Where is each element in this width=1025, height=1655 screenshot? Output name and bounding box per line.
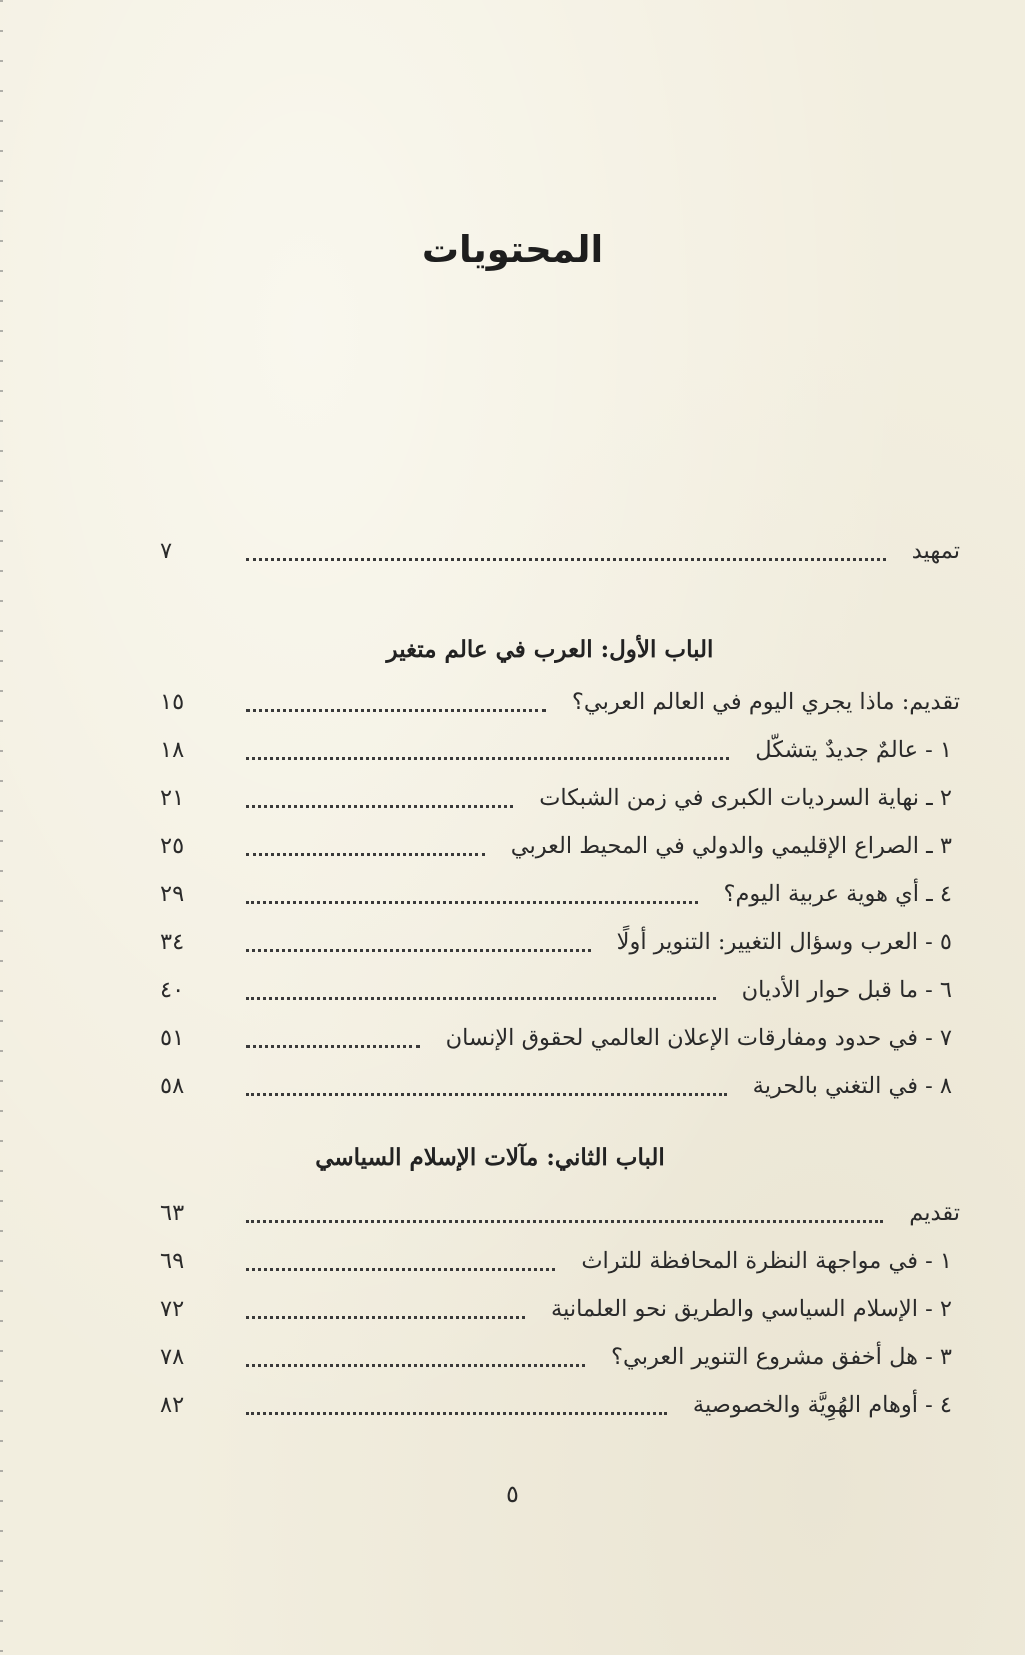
toc-page-number: ٧٨ <box>160 1344 185 1370</box>
toc-page-number: ١٨ <box>160 737 185 763</box>
dot-leader <box>246 1268 555 1271</box>
toc-entry-label: ٢ ـ نهاية السرديات الكبرى في زمن الشبكات <box>539 785 952 811</box>
dot-leader <box>246 1093 727 1096</box>
toc-page-number: ٢٥ <box>160 833 185 859</box>
toc-entry-label: تقديم <box>909 1200 960 1226</box>
section-heading-part1: الباب الأول: العرب في عالم متغير <box>386 636 714 663</box>
dot-leader <box>246 1220 883 1223</box>
toc-entry[interactable] <box>160 826 960 866</box>
dot-leader <box>246 949 591 952</box>
dot-leader <box>246 997 716 1000</box>
toc-entry[interactable] <box>160 778 960 818</box>
toc-entry-label: ٥ - العرب وسؤال التغيير: التنوير أولًا <box>616 929 952 955</box>
toc-entry[interactable] <box>160 1193 960 1233</box>
page-title: المحتويات <box>421 228 604 271</box>
toc-entry-label: ١ - في مواجهة النظرة المحافظة للتراث <box>581 1248 952 1274</box>
toc-page-number: ١٥ <box>160 689 185 715</box>
toc-page-number: ٧٢ <box>160 1296 185 1322</box>
toc-entry[interactable] <box>160 1066 960 1106</box>
toc-entry-label: ١ - عالمٌ جديدٌ يتشكّل <box>755 737 952 763</box>
dot-leader <box>246 757 729 760</box>
dot-leader <box>246 853 485 856</box>
toc-entry[interactable] <box>160 1385 960 1425</box>
toc-entry-intro[interactable] <box>160 531 960 571</box>
toc-entry[interactable] <box>160 730 960 770</box>
dot-leader <box>246 1045 420 1048</box>
section-heading-part2: الباب الثاني: مآلات الإسلام السياسي <box>315 1144 665 1171</box>
toc-entry-label: تقديم: ماذا يجري اليوم في العالم العربي؟ <box>571 689 960 715</box>
dot-leader <box>246 901 698 904</box>
toc-page-number: ٥٨ <box>160 1073 185 1099</box>
toc-entry-label: ٣ ـ الصراع الإقليمي والدولي في المحيط العربي <box>510 833 952 859</box>
toc-page-number: ٢٩ <box>160 881 185 907</box>
toc-entry[interactable] <box>160 874 960 914</box>
toc-entry-label: ٧ - في حدود ومفارقات الإعلان العالمي لحقوق الإنسان <box>445 1025 952 1051</box>
toc-entry[interactable] <box>160 1337 960 1377</box>
toc-entry[interactable] <box>160 922 960 962</box>
toc-page-number: ٨٢ <box>160 1392 185 1418</box>
table-of-contents <box>160 0 960 1655</box>
dot-leader <box>246 558 886 561</box>
toc-entry-label: ٤ - أوهام الهُوِيَّة والخصوصية <box>692 1392 952 1418</box>
toc-entry[interactable] <box>160 682 960 722</box>
toc-entry[interactable] <box>160 1289 960 1329</box>
toc-entry[interactable] <box>160 1018 960 1058</box>
toc-page-number: ٦٣ <box>160 1200 185 1226</box>
dot-leader <box>246 805 513 808</box>
toc-entry-label: ٤ ـ أي هوية عربية اليوم؟ <box>723 881 952 907</box>
toc-entry[interactable] <box>160 970 960 1010</box>
dot-leader <box>246 1412 667 1415</box>
toc-page-number: ٤٠ <box>160 977 185 1003</box>
toc-entry-label: ٨ - في التغني بالحرية <box>752 1073 952 1099</box>
toc-page-number: ٣٤ <box>160 929 185 955</box>
page-number-footer: ٥ <box>506 1480 519 1508</box>
toc-entry-label: تمهيد <box>911 538 960 564</box>
toc-entry[interactable] <box>160 1241 960 1281</box>
toc-entry-label: ٦ - ما قبل حوار الأديان <box>741 977 952 1003</box>
dot-leader <box>246 1316 525 1319</box>
dot-leader <box>246 1364 585 1367</box>
toc-page-number: ٢١ <box>160 785 185 811</box>
toc-page-number: ٦٩ <box>160 1248 185 1274</box>
toc-entry-label: ٢ - الإسلام السياسي والطريق نحو العلمانية <box>551 1296 952 1322</box>
toc-page-number: ٥١ <box>160 1025 185 1051</box>
toc-page-number: ٧ <box>160 538 173 564</box>
toc-entry-label: ٣ - هل أخفق مشروع التنوير العربي؟ <box>611 1344 952 1370</box>
dot-leader <box>246 709 546 712</box>
